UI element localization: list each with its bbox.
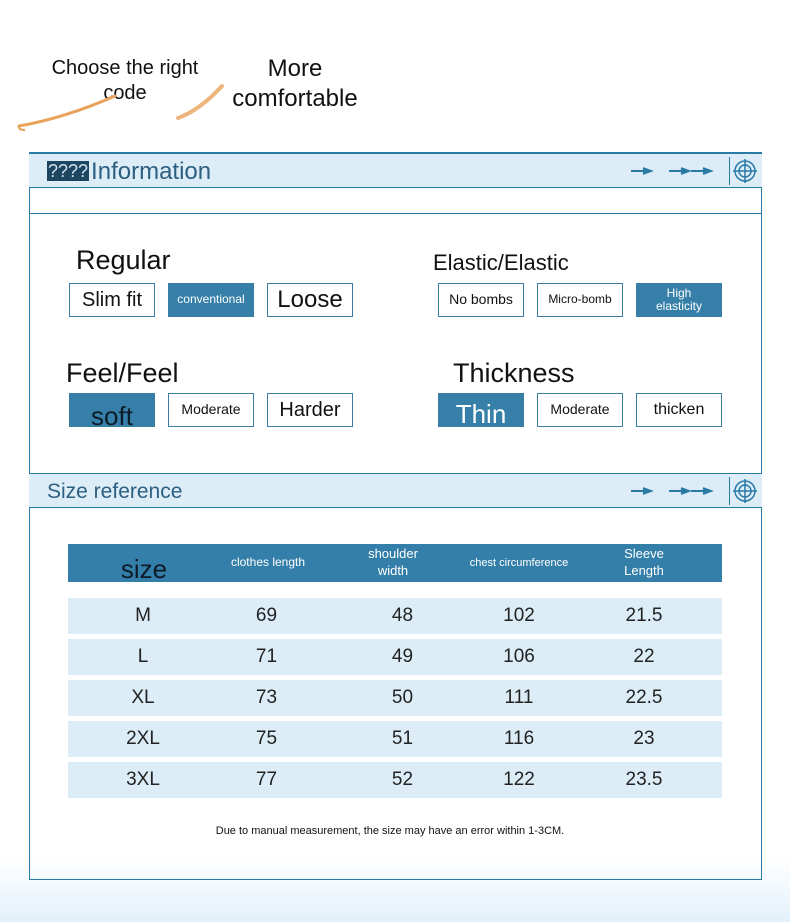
cell-sleeve-length: 22 (633, 646, 655, 667)
thickness-label: Thickness (453, 358, 575, 388)
cell-shoulder-width: 51 (391, 728, 414, 749)
cell-chest: 102 (503, 605, 535, 626)
option-loose[interactable]: Loose (267, 283, 353, 317)
fit-label: Regular (76, 245, 171, 275)
cell-chest: 122 (503, 769, 535, 790)
option-soft[interactable]: soft (69, 393, 155, 427)
target-icon (729, 477, 758, 505)
cell-sleeve-length: 22.5 (625, 687, 663, 708)
table-row (68, 721, 722, 757)
cell-shoulder-width: 48 (391, 605, 414, 626)
option-thicken[interactable]: thicken (636, 393, 722, 427)
option-moderate-thickness[interactable]: Moderate (537, 393, 623, 427)
swoosh-right-icon (170, 80, 230, 125)
option-micro-bomb[interactable]: Micro-bomb (537, 283, 623, 317)
cell-shoulder-width: 52 (391, 769, 414, 790)
cell-clothes-length: 75 (255, 728, 278, 749)
cell-sleeve-length: 21.5 (625, 605, 663, 626)
option-slim-fit[interactable]: Slim fit (69, 283, 155, 317)
table-row (68, 680, 722, 716)
option-thin[interactable]: Thin (438, 393, 524, 427)
cell-shoulder-width: 50 (391, 687, 414, 708)
cell-clothes-length: 73 (255, 687, 278, 708)
cell-clothes-length: 71 (255, 646, 278, 667)
table-row (68, 598, 722, 634)
cell-size: M (135, 605, 151, 626)
promo-choose-size: Choose the right code (51, 57, 199, 104)
size-reference-header (29, 473, 762, 508)
section-divider (29, 213, 762, 214)
cell-chest: 111 (504, 687, 534, 708)
table-row (68, 639, 722, 675)
option-no-bombs[interactable]: No bombs (438, 283, 524, 317)
target-icon (729, 157, 758, 185)
header-size: size (120, 554, 168, 585)
cell-size: 2XL (126, 728, 160, 749)
cell-sleeve-length: 23 (633, 728, 655, 749)
arrow-icon (629, 162, 719, 180)
measurement-note: Due to manual measurement, the size may have an error within 1-3CM. (215, 825, 565, 837)
cell-shoulder-width: 49 (391, 646, 414, 667)
cell-size: 3XL (126, 769, 160, 790)
elastic-label: Elastic/Elastic (433, 250, 569, 275)
option-harder[interactable]: Harder (267, 393, 353, 427)
size-reference-title: Size reference (47, 480, 183, 503)
header-chest-circumference: chest circumference (469, 556, 569, 569)
swoosh-left-icon (15, 90, 125, 135)
table-row (68, 762, 722, 798)
cell-size: XL (131, 687, 155, 708)
information-header (29, 153, 762, 188)
header-clothes-length: clothes length (230, 555, 306, 570)
option-conventional[interactable]: conventional (168, 283, 254, 317)
cell-clothes-length: 69 (255, 605, 278, 626)
header-shoulder-width: shoulder width (368, 546, 418, 578)
cell-chest: 106 (503, 646, 535, 667)
size-table-header (68, 544, 722, 585)
cell-sleeve-length: 23.5 (625, 769, 663, 790)
option-high-elasticity[interactable]: High elasticity (636, 283, 722, 317)
header-sleeve-length: Sleeve Length (624, 546, 664, 578)
cell-size: L (137, 646, 149, 667)
feel-label: Feel/Feel (66, 358, 179, 388)
cell-clothes-length: 77 (255, 769, 278, 790)
arrow-icon (629, 482, 719, 500)
promo-more-comfortable: More comfortable (232, 55, 358, 112)
information-title: ???? Information (48, 158, 212, 185)
cell-chest: 116 (503, 728, 535, 749)
option-moderate-feel[interactable]: Moderate (168, 393, 254, 427)
